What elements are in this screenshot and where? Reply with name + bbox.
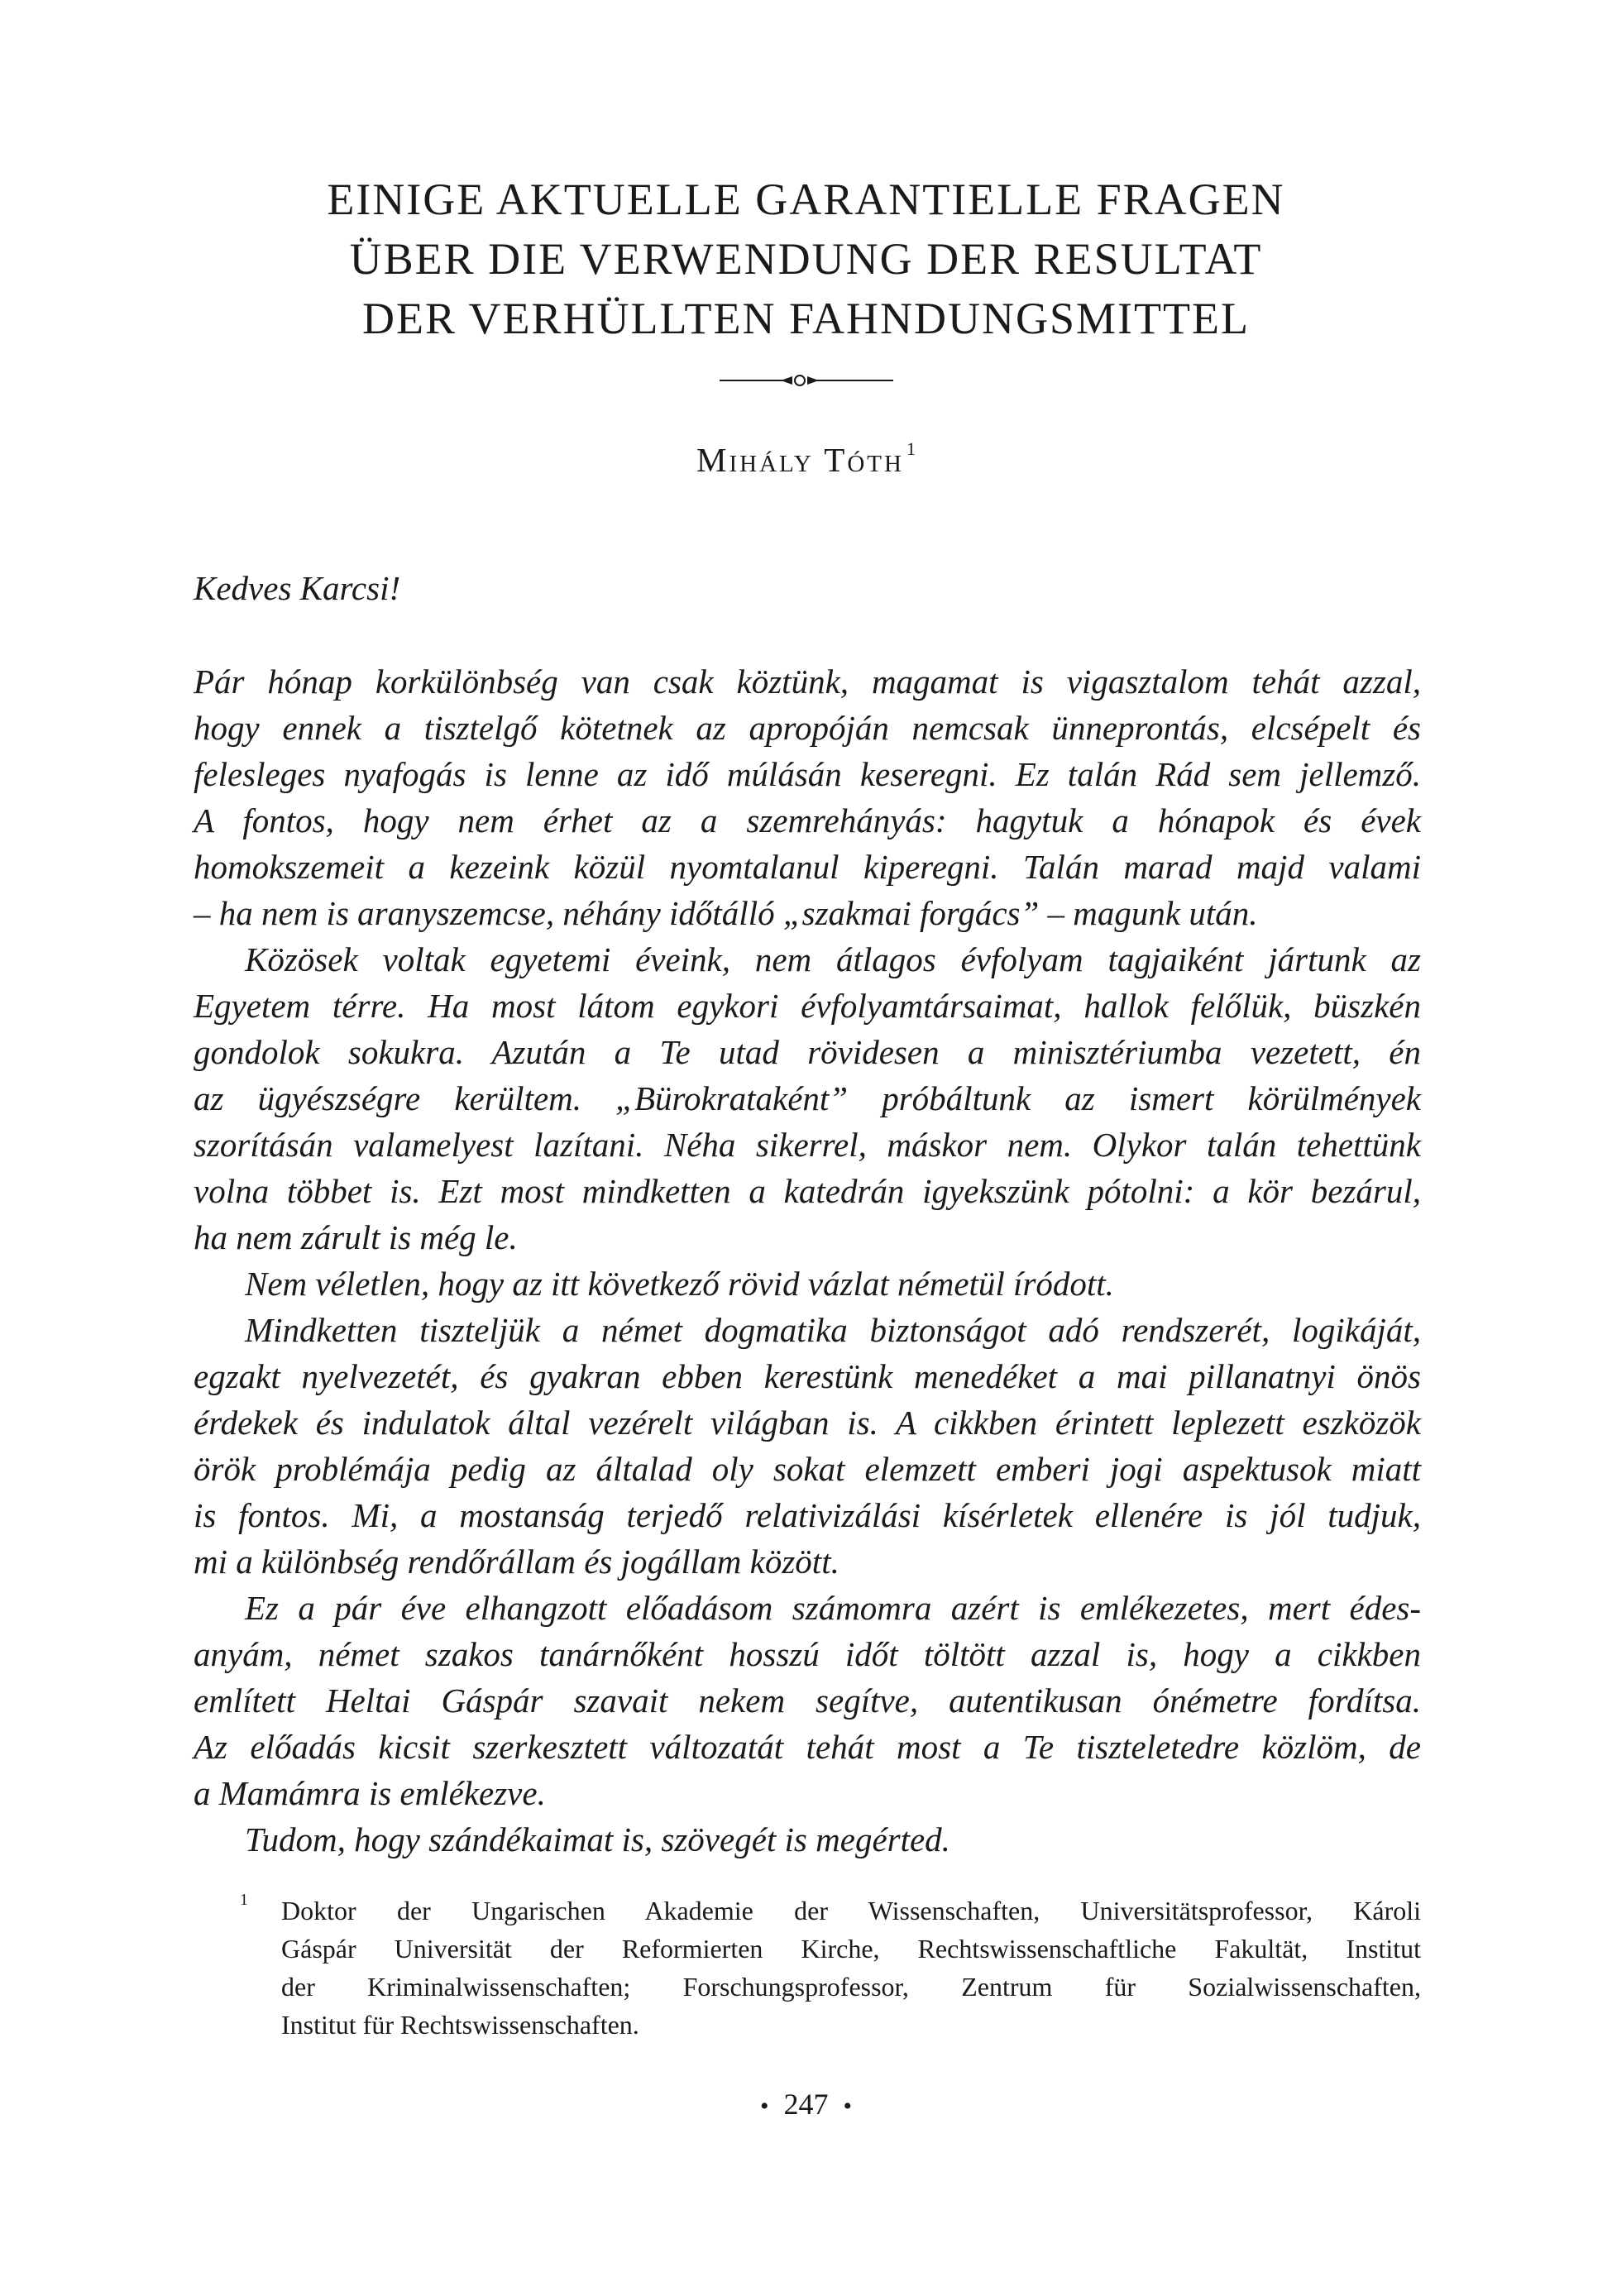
text-line: Mindketten tiszteljük a német dogmatika biztonságot adó rendszerét, logikáját, (245, 1311, 1421, 1349)
salutation: Kedves Karcsi! (194, 569, 401, 607)
footnote-line: Institut für Rechtswissenschaften. (281, 2010, 639, 2040)
author-line (0, 437, 1612, 483)
text-line: ha nem zárult is még le. (194, 1218, 518, 1256)
text-line: említett Heltai Gáspár szavait nekem segítve, autentikusan ónémetre fordítsa. (194, 1681, 1421, 1720)
text-line: anyám, német szakos tanárnőként hosszú időt töltött azzal is, hogy a cikkben (194, 1635, 1421, 1673)
article-title (0, 170, 1612, 348)
decorative-divider-icon (720, 368, 893, 393)
text-line: volna többet is. Ezt most mindketten a katedrán igyekszünk pótolni: a kör bezárul, (194, 1172, 1421, 1210)
bullet-icon: • (759, 2093, 769, 2120)
text-line: felesleges nyafogás is lenne az idő múlásán keseregni. Ez talán Rád sem jellemző. (194, 755, 1421, 793)
footnote (194, 1892, 1421, 2044)
page-number: 247 (783, 2088, 829, 2121)
page-number-footer (0, 2084, 1612, 2126)
letter-body (194, 658, 1421, 1863)
title-line: ÜBER DIE VERWENDUNG DER RESULTAT (349, 234, 1263, 284)
footnote-text (281, 1892, 1421, 2044)
text-line: homokszemeit a kezeink közül nyomtalanul kiperegni. Talán marad majd valami (194, 848, 1421, 886)
text-line: Egyetem térre. Ha most látom egykori évfolyamtársaimat, hallok felőlük, büszkén (194, 987, 1421, 1025)
author-name: Mihály Tóth (696, 441, 904, 479)
text-line: a Mamámra is emlékezve. (194, 1774, 546, 1812)
footnote-reference[interactable]: 1 (906, 438, 916, 459)
footnote-line: der Kriminalwissenschaften; Forschungsprofessor, Zentrum für Sozialwissenschaften, (281, 1972, 1421, 2002)
bullet-icon: • (843, 2093, 853, 2120)
text-line: Ez a pár éve elhangzott előadásom számomra azért is emlékezetes, mert édes- (245, 1589, 1421, 1627)
text-line: érdekek és indulatok által vezérelt világban is. A cikkben érintett leplezett eszközök (194, 1404, 1421, 1442)
title-line: EINIGE AKTUELLE GARANTIELLE FRAGEN (327, 175, 1285, 224)
text-line: mi a különbség rendőrállam és jogállam között. (194, 1543, 839, 1581)
footnote-line: Gáspár Universität der Reformierten Kirche, Rechtswissenschaftliche Fakultät, Institut (281, 1934, 1421, 1964)
text-line: az ügyészségre kerültem. „Bürokrataként” próbáltunk az ismert körülmények (194, 1079, 1421, 1117)
text-line: Közösek voltak egyetemi éveink, nem átlagos évfolyam tagjaiként jártunk az (245, 940, 1421, 978)
text-line: Pár hónap korkülönbség van csak köztünk, magamat is vigasztalom tehát azzal, (194, 662, 1421, 701)
text-line: A fontos, hogy nem érhet az a szemrehányás: hagytuk a hónapok és évek (194, 801, 1421, 839)
footnote-line: Doktor der Ungarischen Akademie der Wissenschaften, Universitätsprofessor, Károli (281, 1896, 1421, 1925)
text-line: Tudom, hogy szándékaimat is, szövegét is megérted. (245, 1820, 950, 1858)
text-line: Nem véletlen, hogy az itt következő rövid vázlat németül íródott. (245, 1265, 1114, 1303)
text-line: szorításán valamelyest lazítani. Néha sikerrel, máskor nem. Olykor talán tehettünk (194, 1126, 1421, 1164)
text-line: – ha nem is aranyszemcse, néhány időtálló „szakmai forgács” – magunk után. (194, 894, 1258, 932)
text-line: is fontos. Mi, a mostanság terjedő relativizálási kísérletek ellenére is jól tudjuk, (194, 1496, 1421, 1534)
text-line: Az előadás kicsit szerkesztett változatát tehát most a Te tiszteletedre közlöm, de (194, 1728, 1421, 1766)
footnote-marker: 1 (240, 1891, 248, 1909)
text-line: hogy ennek a tisztelgő kötetnek az apropóján nemcsak ünneprontás, elcsépelt és (194, 709, 1421, 747)
text-line: örök problémája pedig az általad oly sokat elemzett emberi jogi aspektusok miatt (194, 1450, 1421, 1488)
text-line: egzakt nyelvezetét, és gyakran ebben kerestünk menedéket a mai pillanatnyi önös (194, 1357, 1421, 1395)
text-line: gondolok sokukra. Azután a Te utad rövidesen a minisztériumba vezetett, én (194, 1033, 1421, 1071)
title-line: DER VERHÜLLTEN FAHNDUNGSMITTEL (362, 294, 1250, 343)
